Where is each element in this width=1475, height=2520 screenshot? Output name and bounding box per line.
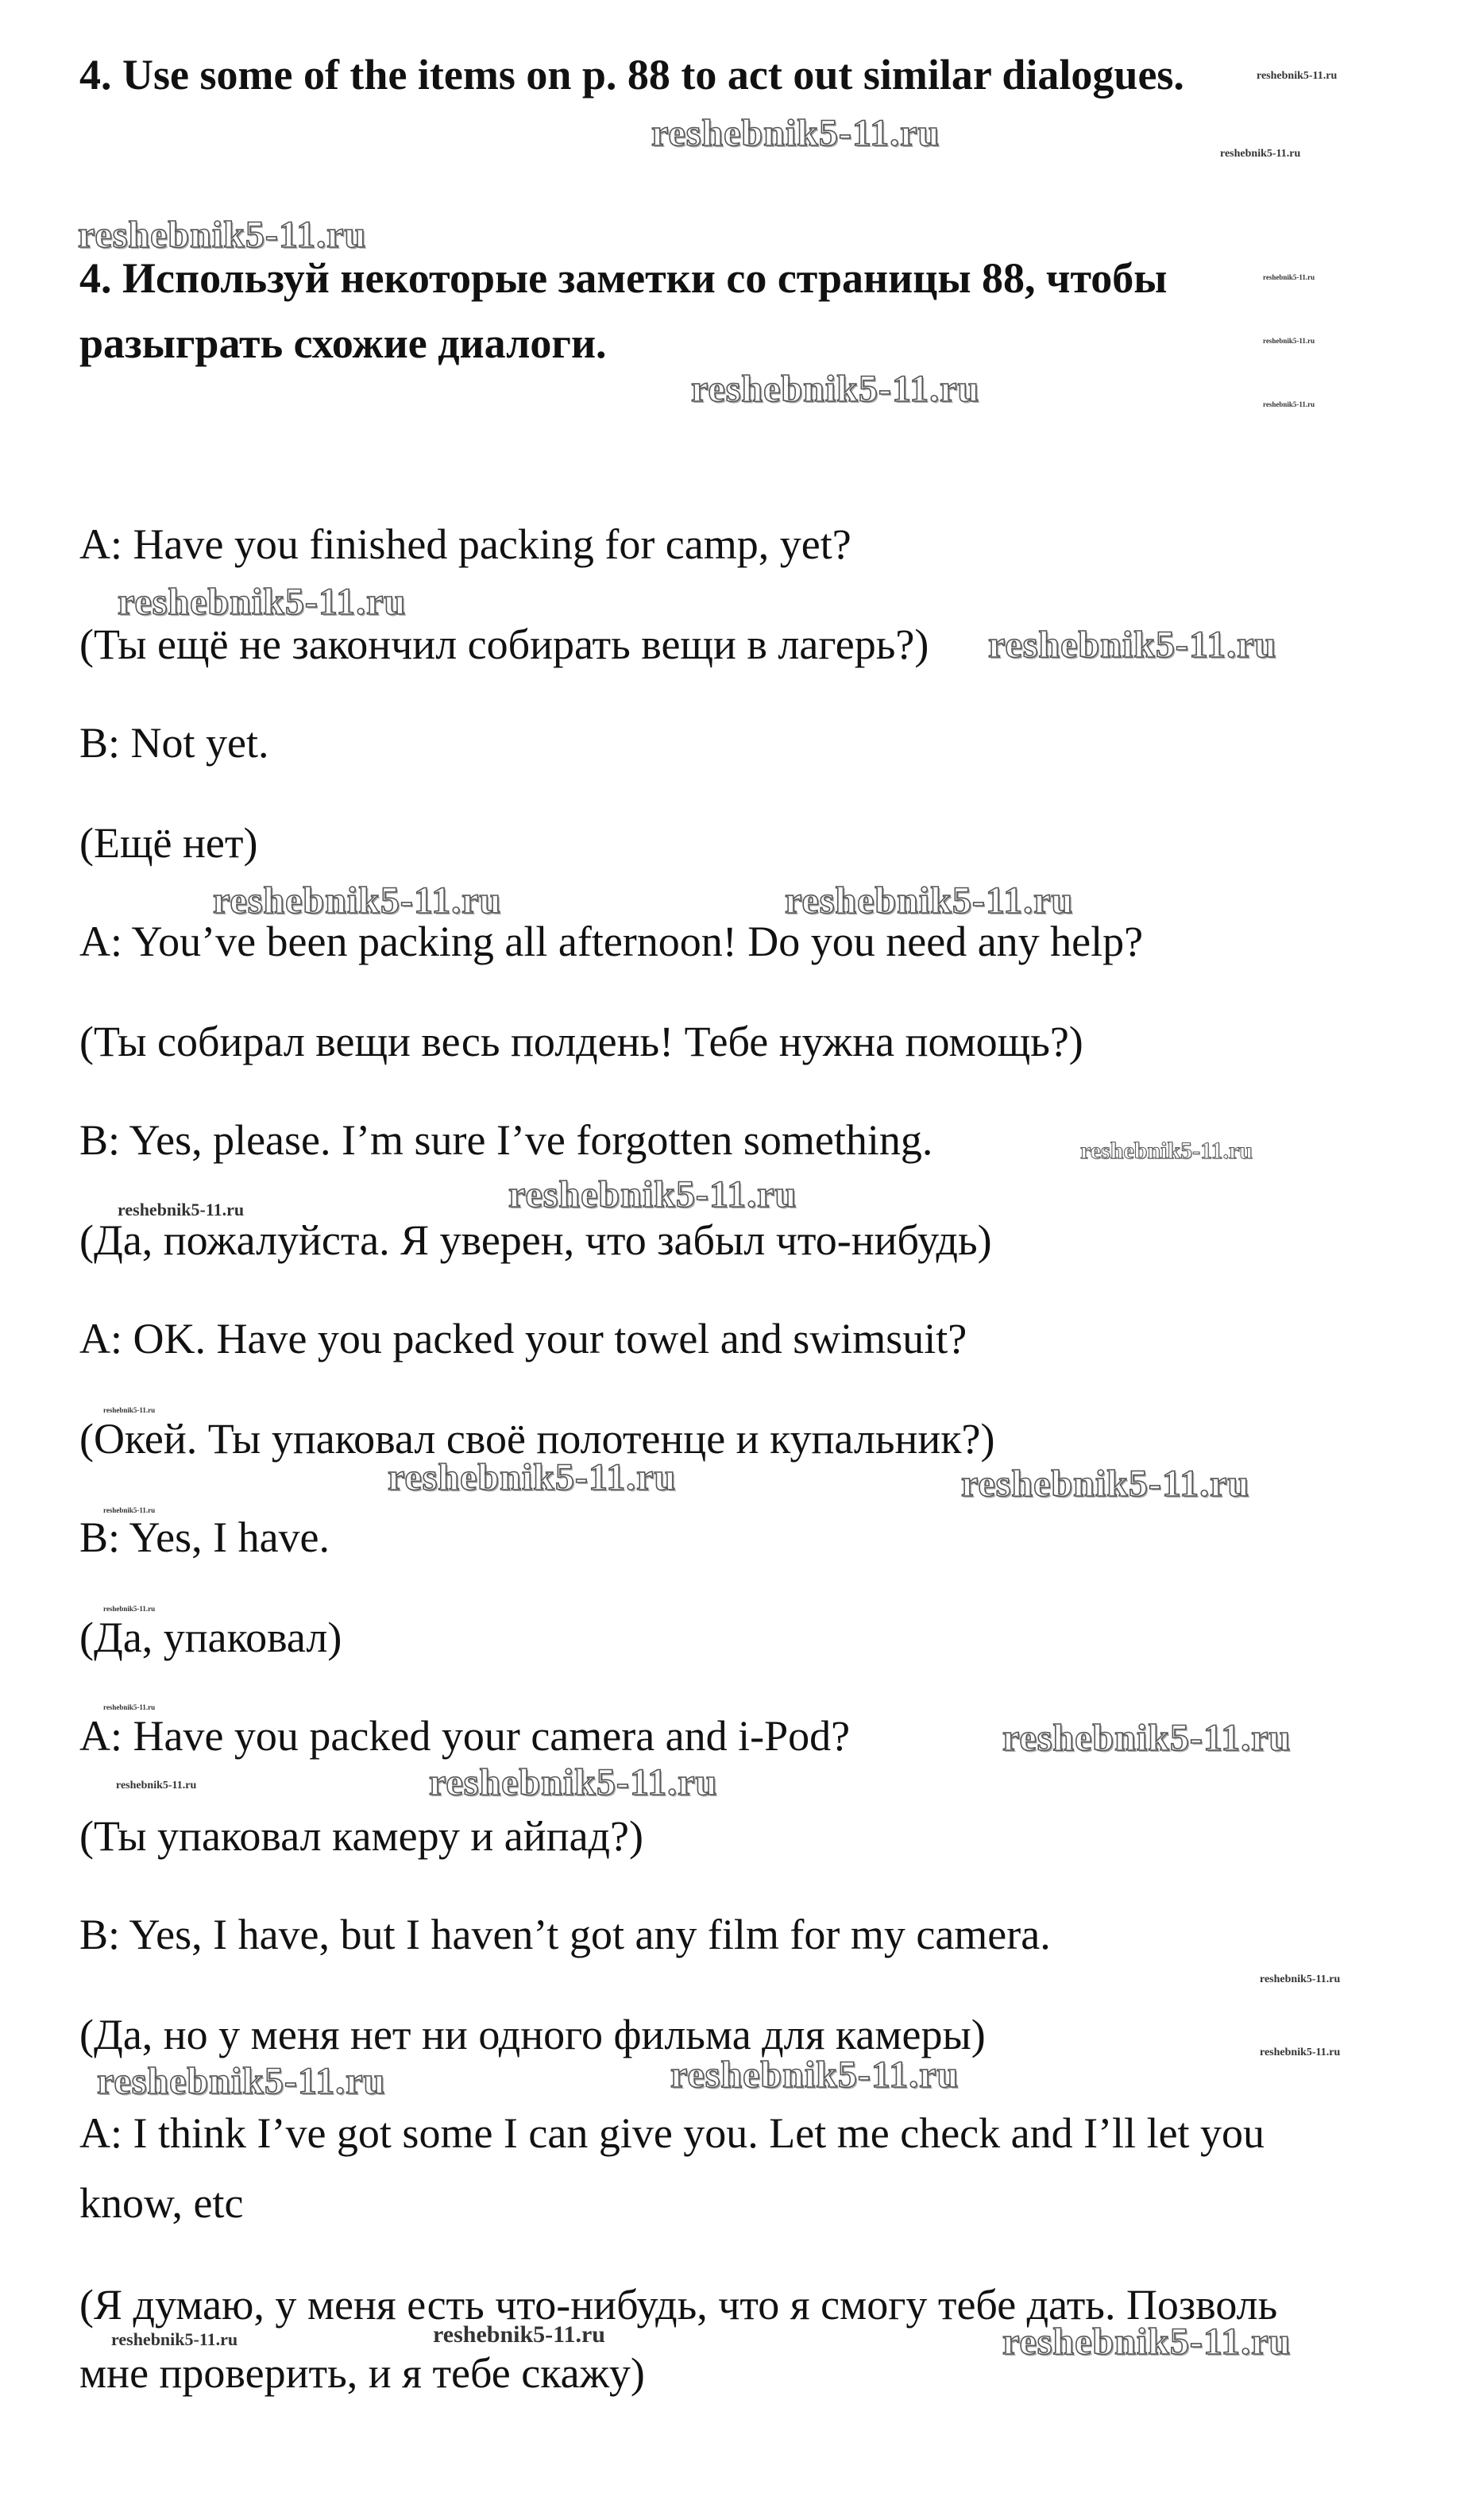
watermark: reshebnik5-11.ru	[1002, 1717, 1292, 1759]
dialogue-line-a4-en: A: Have you packed your camera and i-Pod?	[79, 1712, 851, 1760]
dialogue-line-a3-en: A: OK. Have you packed your towel and swimsuit?	[79, 1315, 967, 1362]
dialogue-line-a1-ru: (Ты ещё не закончил собирать вещи в лагерь?)	[79, 620, 929, 668]
watermark: reshebnik5-11.ru	[670, 2054, 960, 2096]
dialogue-line-b2-en: B: Yes, please. I’m sure I’ve forgotten something.	[79, 1116, 933, 1164]
dialogue-line-a4-ru: (Ты упаковал камеру и айпад?)	[79, 1812, 643, 1860]
watermark: reshebnik5-11.ru	[1263, 337, 1315, 345]
watermark: reshebnik5-11.ru	[1263, 273, 1315, 281]
watermark: reshebnik5-11.ru	[213, 879, 502, 922]
dialogue-line-a5-en-1: A: I think I’ve got some I can give you. Let me check and I’ll let you	[79, 2109, 1265, 2157]
dialogue-line-a2-en: A: You’ve been packing all afternoon! Do you need any help?	[79, 918, 1144, 965]
dialogue-line-a2-ru: (Ты собирал вещи весь полдень! Тебе нужна помощь?)	[79, 1018, 1083, 1065]
watermark: reshebnik5-11.ru	[508, 1173, 797, 1216]
watermark: reshebnik5-11.ru	[1080, 1138, 1253, 1164]
dialogue-line-a5-en-2: know, etc	[79, 2179, 244, 2227]
watermark: reshebnik5-11.ru	[1260, 1973, 1341, 1985]
watermark: reshebnik5-11.ru	[103, 1406, 156, 1414]
watermark: reshebnik5-11.ru	[988, 624, 1277, 666]
watermark: reshebnik5-11.ru	[785, 879, 1074, 922]
watermark: reshebnik5-11.ru	[116, 1780, 197, 1791]
watermark: reshebnik5-11.ru	[691, 368, 980, 410]
watermark: reshebnik5-11.ru	[103, 1506, 156, 1514]
dialogue-line-b1-en: B: Not yet.	[79, 719, 269, 767]
watermark: reshebnik5-11.ru	[1002, 2321, 1292, 2363]
dialogue-line-b4-ru: (Да, но у меня нет ни одного фильма для камеры)	[79, 2011, 986, 2058]
watermark: reshebnik5-11.ru	[78, 214, 367, 256]
dialogue-line-a5-ru-1: (Я думаю, у меня есть что-нибудь, что я смогу тебе дать. Позволь	[79, 2281, 1278, 2329]
watermark: reshebnik5-11.ru	[961, 1463, 1250, 1505]
dialogue-line-a1-en: A: Have you finished packing for camp, yet?	[79, 520, 851, 568]
watermark: reshebnik5-11.ru	[651, 112, 940, 154]
task-heading-ru-line2: разыграть схожие диалоги.	[79, 319, 607, 367]
watermark: reshebnik5-11.ru	[118, 581, 407, 623]
watermark: reshebnik5-11.ru	[111, 2329, 238, 2349]
task-heading-ru-line1: 4. Используй некоторые заметки со страницы 88, чтобы	[79, 254, 1168, 302]
dialogue-line-b2-ru: (Да, пожалуйста. Я уверен, что забыл что-нибудь)	[79, 1216, 992, 1264]
watermark: reshebnik5-11.ru	[97, 2060, 386, 2102]
dialogue-line-b3-en: B: Yes, I have.	[79, 1513, 330, 1561]
watermark: reshebnik5-11.ru	[1257, 70, 1338, 82]
task-heading-en: 4. Use some of the items on p. 88 to act out similar dialogues.	[79, 51, 1184, 99]
dialogue-line-a3-ru: (Окей. Ты упаковал своё полотенце и купальник?)	[79, 1415, 995, 1463]
dialogue-line-b3-ru: (Да, упаковал)	[79, 1614, 342, 1661]
dialogue-line-b1-ru: (Ещё нет)	[79, 819, 258, 867]
watermark: reshebnik5-11.ru	[1263, 400, 1315, 408]
watermark: reshebnik5-11.ru	[1220, 148, 1301, 160]
watermark: reshebnik5-11.ru	[429, 1761, 718, 1803]
watermark: reshebnik5-11.ru	[1260, 2047, 1341, 2058]
watermark: reshebnik5-11.ru	[433, 2321, 605, 2348]
watermark: reshebnik5-11.ru	[118, 1200, 245, 1219]
dialogue-line-a5-ru-2: мне проверить, и я тебе скажу)	[79, 2349, 645, 2397]
watermark: reshebnik5-11.ru	[103, 1703, 156, 1711]
dialogue-line-b4-en: B: Yes, I have, but I haven’t got any film for my camera.	[79, 1911, 1051, 1958]
watermark: reshebnik5-11.ru	[388, 1456, 677, 1498]
watermark: reshebnik5-11.ru	[103, 1605, 156, 1613]
